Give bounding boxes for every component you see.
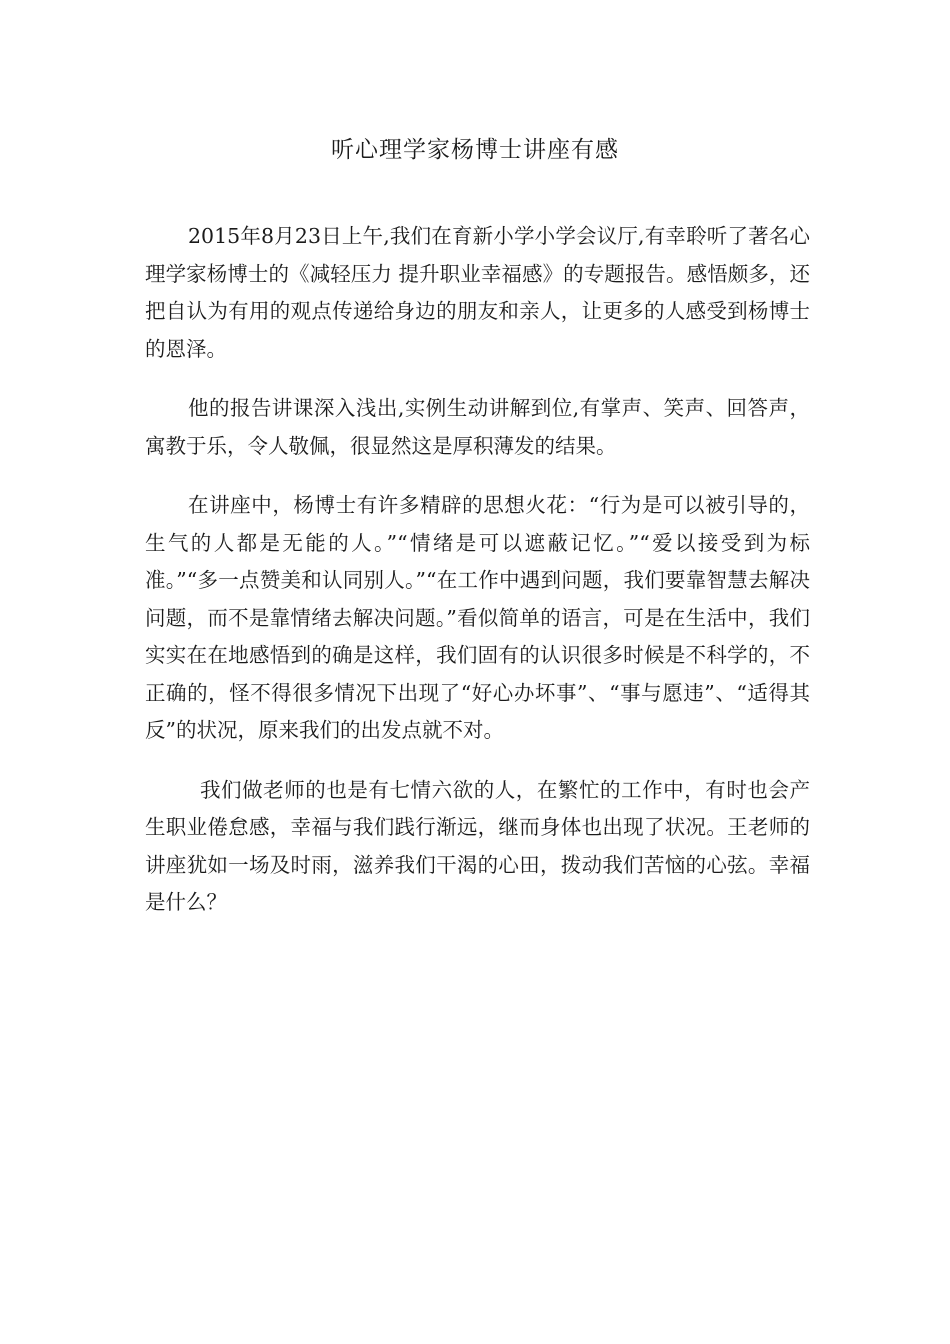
paragraph-4: 我们做老师的也是有七情六欲的人，在繁忙的工作中，有时也会产生职业倦怠感，幸福与我们践行渐远，继而身体也出现了状况。王老师的讲座犹如一场及时雨，滋养我们干渴的心田，拨动我们苦恼的心弦。幸福是什么？ [145, 777, 810, 914]
paragraph-2: 他的报告讲课深入浅出,实例生动讲解到位,有掌声、笑声、回答声，寓教于乐，令人敬佩，很显然这是厚积薄发的结果。 [145, 396, 810, 458]
paragraph-1: 2015年8月23日上午,我们在育新小学小学会议厅,有幸聆听了著名心理学家杨博士的《减轻压力 提升职业幸福感》的专题报告。感悟颇多，还把自认为有用的观点传递给身边的朋友和亲人，让更多的人感受到杨博士的恩泽。 [145, 224, 810, 361]
document-body [145, 218, 810, 944]
paragraph-3: 在讲座中，杨博士有许多精辟的思想火花：“行为是可以被引导的，生气的人都是无能的人。”“情绪是可以遮蔽记忆。”“爱以接受到为标准。”“多一点赞美和认同别人。”“在工作中遇到问题，我们要靠智慧去解决问题，而不是靠情绪去解决问题。”看似简单的语言，可是在生活中，我们实实在在地感悟到的确是这样，我们固有的认识很多时候是不科学的，不正确的，怪不得很多情况下出现了“好心办坏事”、“事与愿违”、“适得其反”的状况，原来我们的出发点就不对。 [145, 493, 810, 742]
document-title: 听心理学家杨博士讲座有感 [331, 137, 619, 163]
